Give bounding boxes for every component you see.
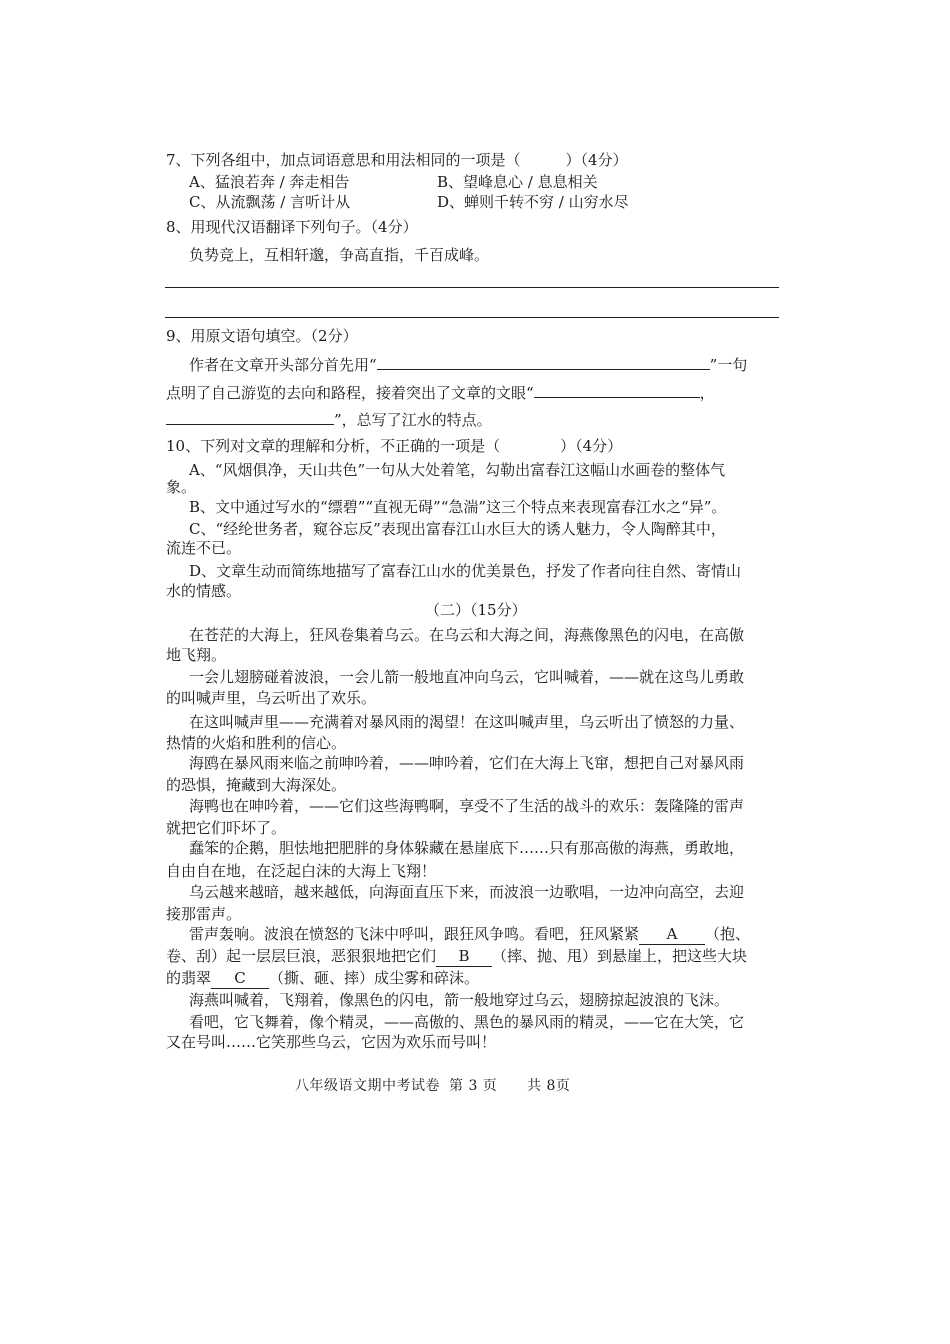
q9-line-2	[166, 383, 715, 403]
passage-line: 海鸭也在呻吟着，——它们这些海鸭啊，享受不了生活的战斗的欢乐：轰隆隆的雷声	[189, 797, 745, 815]
q8-answer-line-1	[165, 287, 779, 288]
q9-line-2-text: 点明了自己游览的去向和路程，接着突出了文章的文眼“	[166, 384, 534, 402]
q10-option-d: D、文章生动而简练地描写了富春江山水的优美景色，抒发了作者向往自然、寄情山	[189, 562, 742, 580]
thunder-line-2-text: 卷、刮）起一层层巨浪，恶狠狠地把它们	[166, 947, 437, 965]
q9-blank-3	[166, 410, 334, 425]
thunder-line-1	[189, 924, 750, 945]
q9-blank-2	[534, 383, 700, 398]
thunder-line-1-end: （抱、	[705, 925, 751, 943]
q10-option-c-cont: 流连不已。	[166, 539, 242, 557]
q10-stem: 10、下列对文章的理解和分析，不正确的一项是（ ）（4分）	[166, 437, 623, 455]
blank-c: C	[211, 968, 269, 989]
passage-end-line: 又在号叫……它笑那些乌云，它因为欢乐而号叫！	[166, 1033, 497, 1051]
thunder-line-2-end: （摔、抛、甩）到悬崖上，把这些大块	[492, 947, 748, 965]
passage-line: 的恐惧，掩藏到大海深处。	[166, 776, 347, 794]
passage-line: 的叫喊声里，乌云听出了欢乐。	[166, 689, 377, 707]
q7-option-d: D、蝉则千转不穷 / 山穷水尽	[437, 193, 629, 211]
q7-option-c: C、从流飘荡 / 言听计从	[189, 193, 351, 211]
q7-option-a: A、猛浪若奔 / 奔走相告	[189, 173, 350, 191]
q8-sentence: 负势竞上，互相轩邈，争高直指，千百成峰。	[189, 246, 490, 264]
thunder-line-1-text: 雷声轰响。波浪在愤怒的飞沫中呼叫，跟狂风争鸣。看吧，狂风紧紧	[189, 925, 640, 943]
passage-line: 海鸥在暴风雨来临之前呻吟着，——呻吟着，它们在大海上飞窜，想把自己对暴风雨	[189, 754, 745, 772]
q7-stem: 7、下列各组中，加点词语意思和用法相同的一项是（ ）（4分）	[166, 151, 628, 169]
q8-answer-line-2	[165, 317, 779, 318]
blank-b: B	[436, 946, 492, 967]
passage-line: 地飞翔。	[166, 646, 227, 664]
q9-line-1-text: 作者在文章开头部分首先用“	[189, 356, 377, 374]
thunder-line-2	[166, 946, 747, 967]
passage-line: 乌云越来越暗，越来越低，向海面直压下来，而波浪一边歌唱，一边冲向高空，去迎	[189, 883, 745, 901]
thunder-line-3	[166, 968, 479, 989]
q10-option-a: A、“风烟俱净，天山共色”一句从大处着笔，勾勒出富春江这幅山水画卷的整体气	[189, 461, 726, 479]
q9-line-2-end: ，	[699, 384, 715, 402]
passage-line: 接那雷声。	[166, 905, 242, 923]
passage-line: 在这叫喊声里——充满着对暴风雨的渴望！在这叫喊声里，乌云听出了愤怒的力量、	[189, 713, 745, 731]
q8-stem: 8、用现代汉语翻译下列句子。（4分）	[166, 218, 418, 236]
passage-line: 热情的火焰和胜利的信心。	[166, 734, 347, 752]
thunder-line-3-end: （撕、砸、摔）成尘雾和碎沫。	[269, 969, 480, 987]
passage-end-line: 海燕叫喊着，飞翔着，像黑色的闪电，箭一般地穿过乌云，翅膀掠起波浪的飞沫。	[189, 991, 730, 1009]
footer-exam-name: 八年级语文期中考试卷	[295, 1078, 440, 1094]
footer-total-pages: 共 8页	[527, 1078, 571, 1094]
blank-a: A	[639, 924, 705, 945]
q9-line-3-end: ”，总写了江水的特点。	[334, 411, 492, 429]
q9-blank-1	[377, 355, 710, 370]
passage-line: 自由自在地，在泛起白沫的大海上飞翔！	[166, 862, 437, 880]
q9-line-1	[189, 355, 747, 375]
q10-option-c: C、“经纶世务者，窥谷忘反”表现出富春江山水巨大的诱人魅力，令人陶醉其中，	[189, 520, 726, 538]
passage-line: 蠢笨的企鹅，胆怯地把肥胖的身体躲藏在悬崖底下……只有那高傲的海燕，勇敢地，	[189, 839, 745, 857]
section-2-title: （二）（15分）	[425, 601, 527, 619]
q10-option-d-cont: 水的情感。	[166, 582, 242, 600]
q10-option-a-cont: 象。	[166, 478, 197, 496]
q10-option-b: B、文中通过写水的“缥碧”“直视无碍”“急湍”这三个特点来表现富春江水之“异”。	[189, 498, 727, 516]
passage-end-line: 看吧，它飞舞着，像个精灵，——高傲的、黑色的暴风雨的精灵，——它在大笑，它	[189, 1013, 745, 1031]
passage-line: 就把它们吓坏了。	[166, 819, 287, 837]
passage-line: 一会儿翅膀碰着波浪，一会儿箭一般地直冲向乌云，它叫喊着，——就在这鸟儿勇敢	[189, 668, 745, 686]
q9-line-3	[166, 410, 492, 430]
q9-line-1-end: ”一句	[709, 356, 748, 374]
q9-stem: 9、用原文语句填空。（2分）	[166, 327, 358, 345]
footer-page-number: 第 3 页	[449, 1078, 498, 1094]
thunder-line-3-text: 的翡翠	[166, 969, 212, 987]
q7-option-b: B、望峰息心 / 息息相关	[437, 173, 598, 191]
passage-line: 在苍茫的大海上，狂风卷集着乌云。在乌云和大海之间，海燕像黑色的闪电，在高傲	[189, 626, 745, 644]
